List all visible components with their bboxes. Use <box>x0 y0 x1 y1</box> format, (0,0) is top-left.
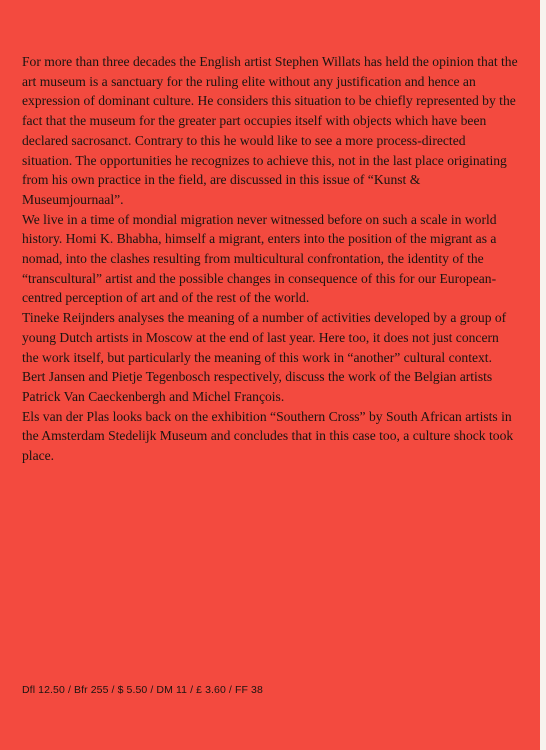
paragraph-reijnders: Tineke Reijnders analyses the meaning of a number of activities developed by a group of young Dutch artists in Moscow at the end of last year. Here too, it does not just concern the work itself, but particularly the meaning of this work in “another” cultural context. <box>22 310 507 365</box>
paragraph-jansen-tegenbosch: Bert Jansen and Pietje Tegenbosch respectively, discuss the work of the Belgian artists Patrick Van Caeckenbergh and Michel François. <box>22 369 493 404</box>
cover-text <box>22 52 518 466</box>
price-line: Dfl 12.50 / Bfr 255 / $ 5.50 / DM 11 / £ 3.60 / FF 38 <box>22 684 263 696</box>
paragraph-willats: For more than three decades the English artist Stephen Willats has held the opinion that the art museum is a sanctuary for the ruling elite without any justification and hence an expression of dominant culture. He considers this situation to be chiefly represented by the fact that the museum for the greater part occupies itself with objects which have been declared sacrosanct. Contrary to this he would like to see a more process-directed situation. The opportunities he recognizes to achieve this, not in the last place originating from his own practice in the field, are discussed in this issue of “Kunst & Museumjournaal”. <box>22 54 518 207</box>
paragraph-van-der-plas: Els van der Plas looks back on the exhibition “Southern Cross” by South African artists in the Amsterdam Stedelijk Museum and concludes that in this case too, a culture shock took place. <box>22 408 514 464</box>
paragraph-bhabha: We live in a time of mondial migration never witnessed before on such a scale in world history. Homi K. Bhabha, himself a migrant, enters into the position of the migrant as a nomad, into the clashes resulting from multicultural confrontation, the identity of the “transcultural” artist and the possible changes in consequence of this for our European-centred perception of art and of the rest of the world. <box>22 211 497 306</box>
